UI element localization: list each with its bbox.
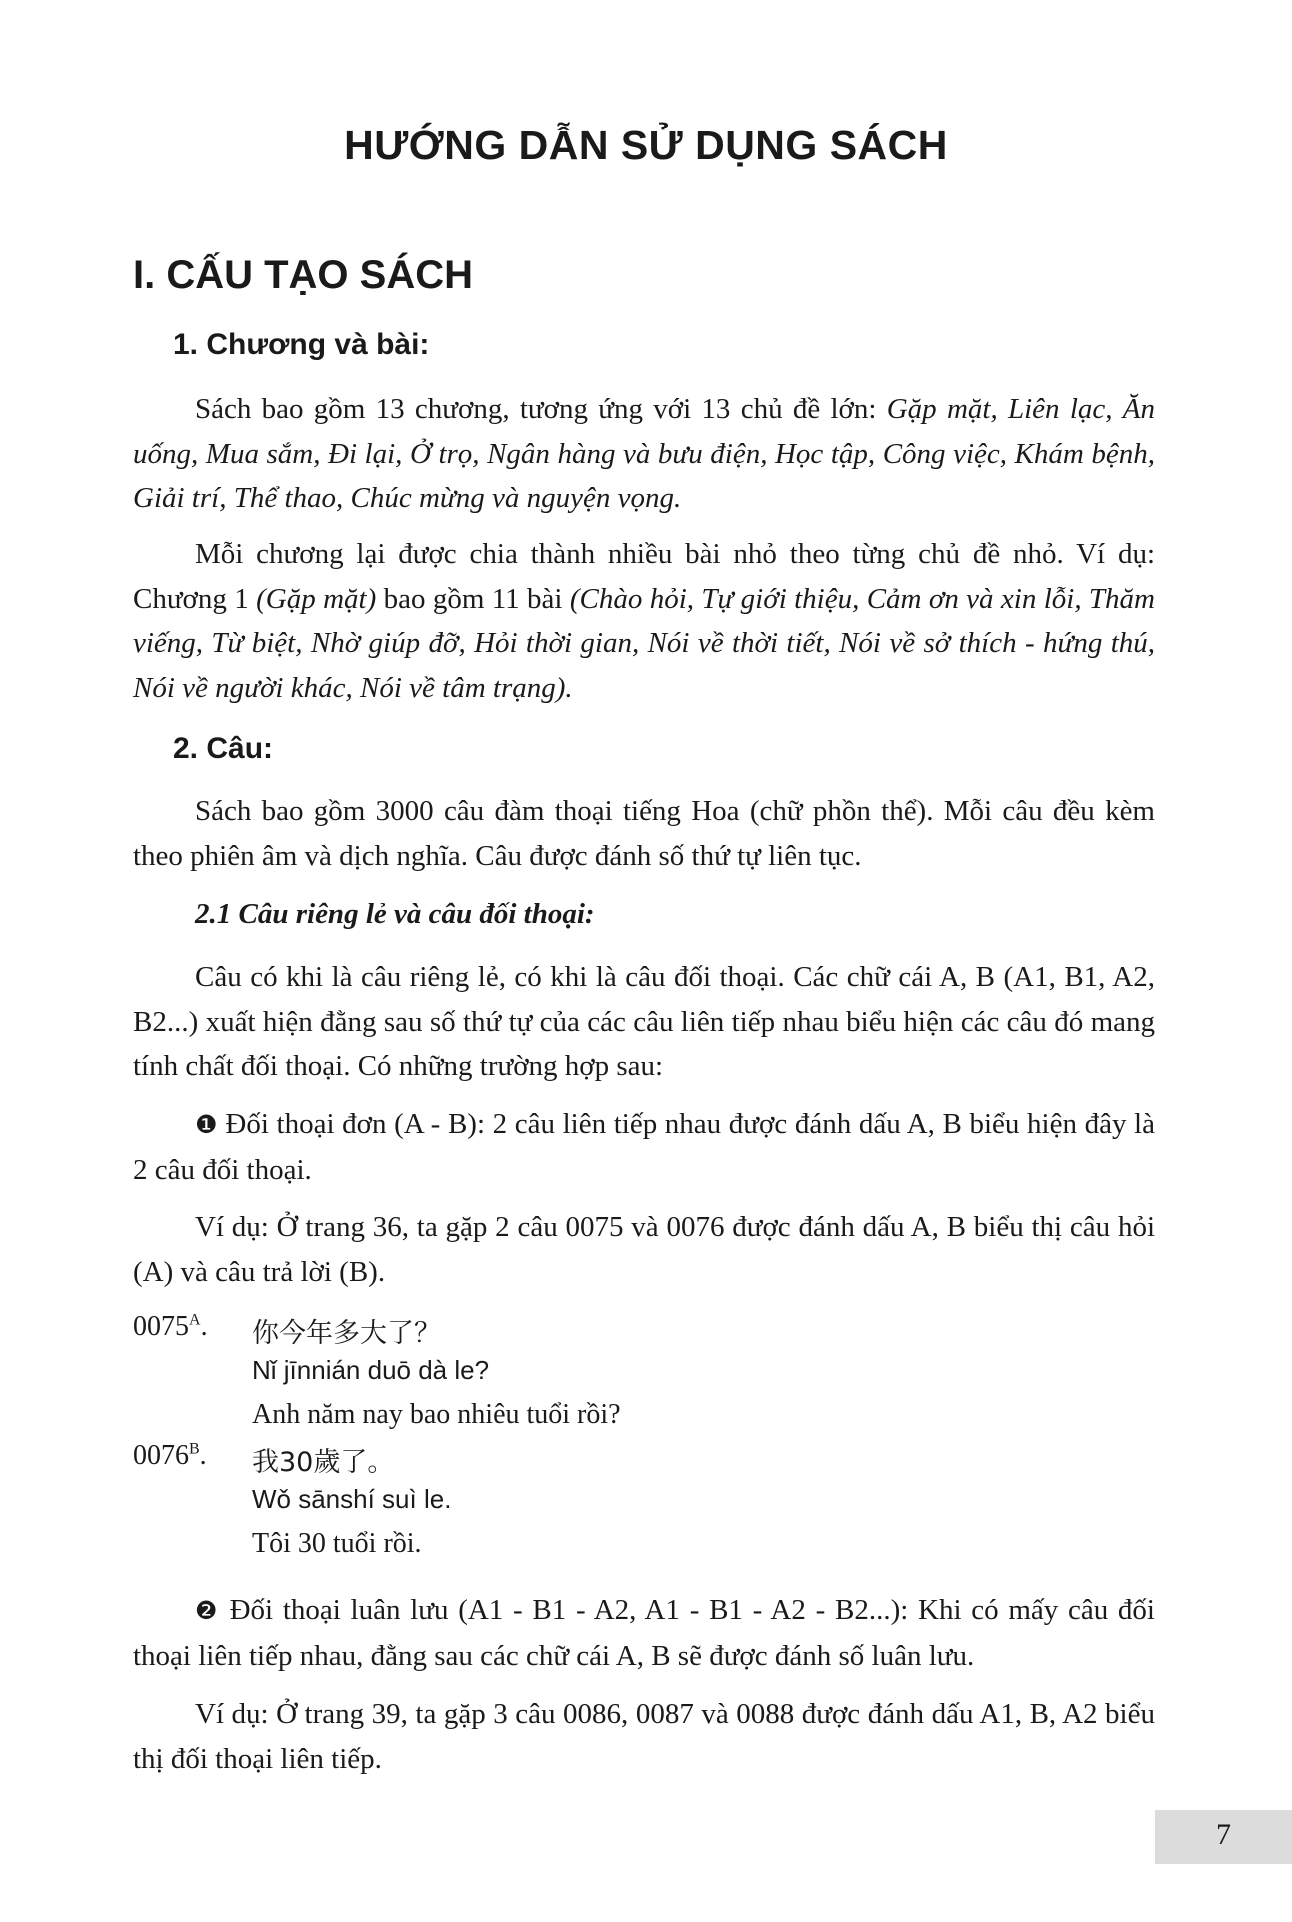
number-two-icon: ❷: [195, 1596, 220, 1625]
vietnamese-text: Anh năm nay bao nhiêu tuổi rồi?: [252, 1399, 621, 1430]
paragraph-sentences: Sách bao gồm 3000 câu đàm thoại tiếng Hoa (chữ phồn thể). Mỗi câu đều kèm theo phiên âm và dịch nghĩa. Câu được đánh số thứ tự liên tục.: [133, 795, 1155, 872]
paragraph-text: bao gồm 11 bài: [376, 582, 570, 615]
paragraph-text: Đối thoại đơn (A - B): 2 câu liên tiếp nhau được đánh dấu A, B biểu hiện đây là 2 câu đối thoại.: [133, 1108, 1155, 1186]
section-heading: I. CẤU TẠO SÁCH: [133, 253, 473, 297]
sentence-number: $0075^A$.: [133, 1311, 208, 1342]
number-one-icon: ❶: [195, 1110, 218, 1139]
page-number-box: [1155, 1810, 1292, 1864]
paragraph-lessons: [133, 532, 1155, 710]
paragraph-example-2-intro: Ví dụ: Ở trang 39, ta gặp 3 câu 0086, 0087 và 0088 được đánh dấu A1, B, A2 biểu thị đối thoại liên tiếp.: [133, 1698, 1155, 1775]
paragraph-dialogue: Câu có khi là câu riêng lẻ, có khi là câu đối thoại. Các chữ cái A, B (A1, B1, A2, B2...) xuất hiện đằng sau số thứ tự của các câu liên tiếp nhau biểu hiện các câu đó mang tính chất đối thoại. Có những trường hợp sau:: [133, 961, 1155, 1082]
topic-list: Gặp mặt, Liên lạc, Ăn uống, Mua sắm, Đi lại, Ở trọ, Ngân hàng và bưu điện, Học tập, Công việc, Khám bệnh, Giải trí, Thể thao, Chúc mừng và nguyện vọng.: [133, 393, 1155, 514]
page-number: 7: [1216, 1818, 1231, 1851]
subheading-sentences: 2. Câu:: [173, 732, 274, 765]
paragraph-text: Mỗi chương lại được chia thành nhiều bài nhỏ theo từng chủ đề nhỏ. Ví dụ: Chương 1: [133, 538, 1155, 615]
chinese-text: 你今年多大了？: [252, 1318, 441, 1349]
subheading-chapters: 1. Chương và bài:: [173, 328, 430, 361]
page-title: HƯỚNG DẪN SỬ DỤNG SÁCH: [344, 122, 948, 168]
pinyin-text: Nǐ jīnnián duō dà le?: [252, 1355, 490, 1385]
sentence-number: $0076^B$.: [133, 1440, 207, 1471]
subheading-dialogue: 2.1 Câu riêng lẻ và câu đối thoại:: [195, 898, 595, 930]
vietnamese-text: Tôi 30 tuổi rồi.: [252, 1528, 422, 1559]
chapter-name: (Gặp mặt): [256, 582, 377, 615]
paragraph-case-2: [133, 1588, 1155, 1678]
lesson-list: (Chào hỏi, Tự giới thiệu, Cảm ơn và xin lỗi, Thăm viếng, Từ biệt, Nhờ giúp đỡ, Hỏi thời gian, Nói về thời tiết, Nói về sở thích - hứng thú, Nói về người khác, Nói về tâm trạng).: [133, 582, 1155, 704]
paragraph-text: Đối thoại luân lưu (A1 - B1 - A2, A1 - B1 - A2 - B2...): Khi có mấy câu đối thoại liên tiếp nhau, đằng sau các chữ cái A, B sẽ được đánh số luân lưu.: [133, 1594, 1155, 1672]
chinese-text: 我30歲了。: [252, 1447, 395, 1478]
paragraph-chapters: [133, 387, 1155, 521]
example-0076: [133, 1440, 1133, 1570]
paragraph-example-1-intro: Ví dụ: Ở trang 36, ta gặp 2 câu 0075 và 0076 được đánh dấu A, B biểu thị câu hỏi (A) và câu trả lời (B).: [133, 1211, 1155, 1288]
paragraph-case-1: [133, 1102, 1155, 1192]
paragraph-text: Sách bao gồm 13 chương, tương ứng với 13 chủ đề lớn:: [195, 393, 887, 425]
example-0075: [133, 1311, 1133, 1441]
pinyin-text: Wǒ sānshí suì le.: [252, 1484, 452, 1514]
